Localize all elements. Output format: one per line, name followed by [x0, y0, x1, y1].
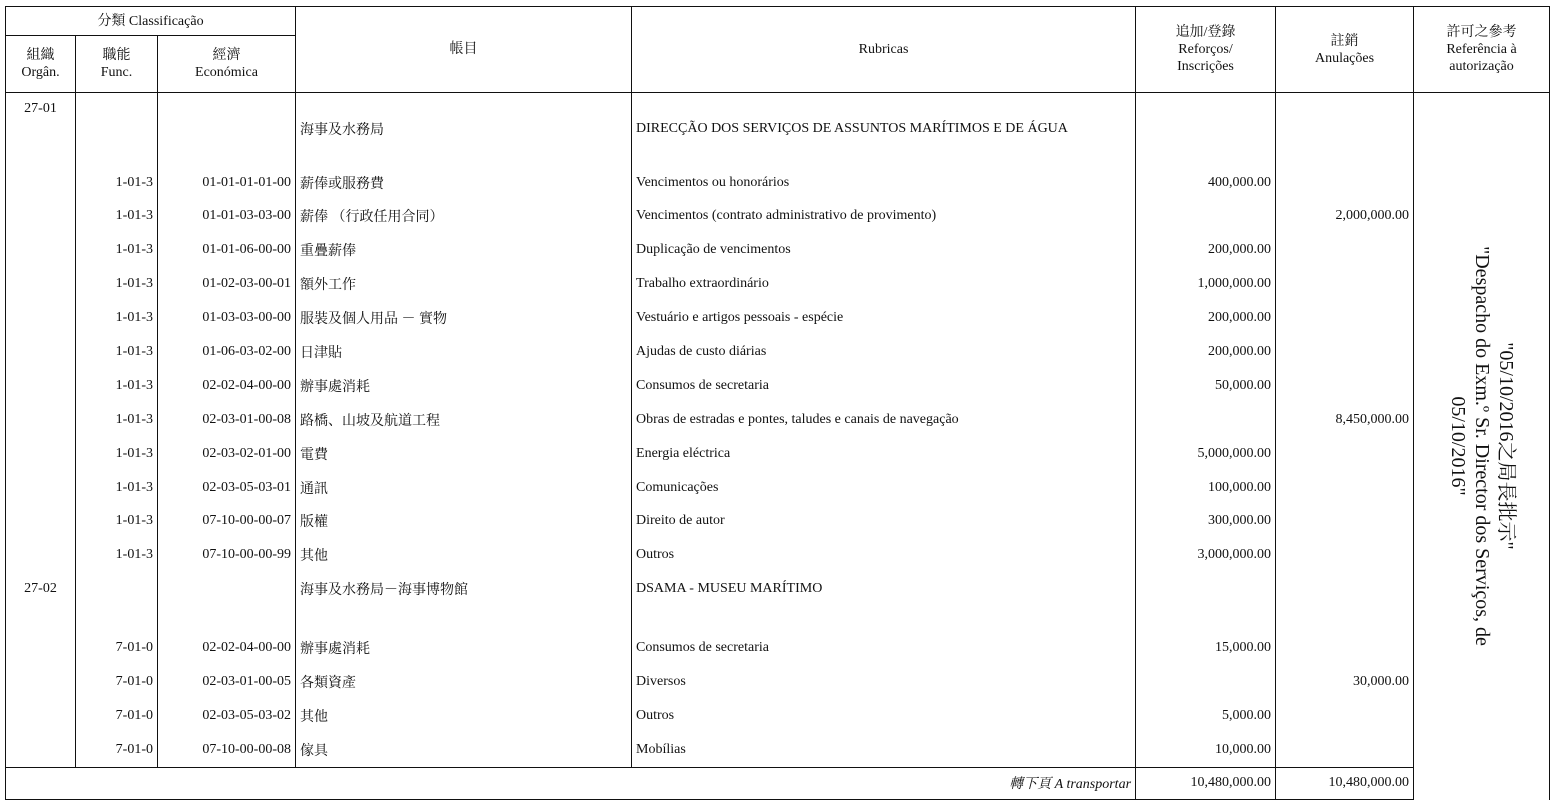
item-pt: Diversos	[632, 665, 1136, 699]
table-row	[6, 369, 1550, 403]
annul-amount	[1276, 437, 1414, 471]
item-pt: Ajudas de custo diárias	[632, 335, 1136, 369]
econ-header-pt: Económica	[195, 65, 258, 80]
section-row	[6, 572, 1550, 606]
table-row	[6, 403, 1550, 437]
func-code: 1-01-3	[76, 437, 158, 471]
reinforce-amount: 200,000.00	[1136, 335, 1276, 369]
reinforce-header-pt2: Inscrições	[1177, 59, 1234, 74]
total-label: 轉下頁 A transportar	[6, 767, 1136, 799]
item-pt: Vencimentos (contrato administrativo de provimento)	[632, 200, 1136, 234]
econ-code: 01-01-01-01-00	[158, 166, 296, 200]
func-code: 1-01-3	[76, 505, 158, 539]
reinforce-amount	[1136, 403, 1276, 437]
item-zh: 辦事處消耗	[296, 369, 632, 403]
table-row	[6, 733, 1550, 767]
classification-header: 分類 Classificação	[6, 7, 296, 36]
zh-heading: 帳目	[296, 7, 632, 93]
annul-amount	[1276, 166, 1414, 200]
org-header-zh: 組織	[26, 48, 55, 63]
econ-code: 02-03-05-03-01	[158, 471, 296, 505]
func-code: 7-01-0	[76, 665, 158, 699]
authorization-line-2: "Despacho do Exm.º Sr. Director dos Serviços, de	[1470, 246, 1493, 647]
table-row	[6, 335, 1550, 369]
reinforce-amount	[1136, 665, 1276, 699]
annul-amount: 8,450,000.00	[1276, 403, 1414, 437]
func-header-pt: Func.	[100, 65, 133, 80]
econ-code: 02-02-04-00-00	[158, 369, 296, 403]
econ-code: 02-02-04-00-00	[158, 631, 296, 665]
reference-header-pt1: Referência à	[1446, 42, 1517, 57]
reinforce-amount	[1136, 200, 1276, 234]
item-zh: 日津貼	[296, 335, 632, 369]
reinforce-amount: 5,000.00	[1136, 699, 1276, 733]
reinforce-amount: 15,000.00	[1136, 631, 1276, 665]
table-row	[6, 538, 1550, 572]
annul-header-zh: 註銷	[1330, 33, 1359, 49]
org-code: 27-01	[6, 93, 76, 166]
table-row	[6, 505, 1550, 539]
reinforce-amount: 200,000.00	[1136, 233, 1276, 267]
total-row	[6, 767, 1550, 799]
func-code: 1-01-3	[76, 471, 158, 505]
section-row	[6, 93, 1550, 166]
econ-code: 02-03-05-03-02	[158, 699, 296, 733]
authorization-text	[1446, 166, 1518, 726]
org-header	[6, 36, 76, 93]
annul-header-pt: Anulações	[1314, 50, 1375, 66]
reference-header-pt2: autorização	[1449, 59, 1514, 74]
table-row	[6, 699, 1550, 733]
reinforce-amount: 300,000.00	[1136, 505, 1276, 539]
annul-amount	[1276, 369, 1414, 403]
authorization-line-3: 05/10/2016"	[1446, 396, 1469, 496]
reinforce-amount: 10,000.00	[1136, 733, 1276, 767]
annul-amount	[1276, 267, 1414, 301]
pt-heading: Rubricas	[632, 7, 1136, 93]
func-code: 7-01-0	[76, 631, 158, 665]
item-zh: 電費	[296, 437, 632, 471]
func-code: 7-01-0	[76, 733, 158, 767]
item-pt: Outros	[632, 699, 1136, 733]
econ-code: 07-10-00-00-99	[158, 538, 296, 572]
reference-header-zh: 許可之參考	[1446, 25, 1517, 40]
func-header-zh: 職能	[102, 48, 131, 63]
authorization-reference	[1414, 93, 1550, 800]
reinforce-amount: 1,000,000.00	[1136, 267, 1276, 301]
func-code: 1-01-3	[76, 200, 158, 234]
table-row	[6, 267, 1550, 301]
annul-amount	[1276, 471, 1414, 505]
org-code: 27-02	[6, 572, 76, 606]
annul-amount	[1276, 505, 1414, 539]
item-zh: 重疊薪俸	[296, 233, 632, 267]
annul-header	[1276, 7, 1414, 93]
reinforce-header	[1136, 7, 1276, 93]
item-zh: 其他	[296, 538, 632, 572]
table-row	[6, 665, 1550, 699]
section-name-zh: 海事及水務局	[296, 93, 632, 166]
econ-code: 02-03-02-01-00	[158, 437, 296, 471]
reinforce-amount: 5,000,000.00	[1136, 437, 1276, 471]
reinforce-header-pt1: Reforços/	[1178, 42, 1233, 57]
table-row	[6, 471, 1550, 505]
func-code: 1-01-3	[76, 267, 158, 301]
budget-table	[5, 6, 1550, 800]
item-pt: Outros	[632, 538, 1136, 572]
econ-code: 01-01-06-00-00	[158, 233, 296, 267]
item-zh: 路橋、山坡及航道工程	[296, 403, 632, 437]
table-row	[6, 631, 1550, 665]
section-name-pt: DSAMA - MUSEU MARÍTIMO	[632, 572, 1136, 606]
reference-header	[1414, 7, 1550, 93]
func-code: 1-01-3	[76, 166, 158, 200]
item-pt: Vencimentos ou honorários	[632, 166, 1136, 200]
annul-amount	[1276, 733, 1414, 767]
item-zh: 版權	[296, 505, 632, 539]
econ-code: 07-10-00-00-08	[158, 733, 296, 767]
reinforce-amount: 400,000.00	[1136, 166, 1276, 200]
item-zh: 傢具	[296, 733, 632, 767]
item-pt: Direito de autor	[632, 505, 1136, 539]
econ-code: 07-10-00-00-07	[158, 505, 296, 539]
table-row	[6, 437, 1550, 471]
func-code: 7-01-0	[76, 699, 158, 733]
table-row	[6, 166, 1550, 200]
annul-amount	[1276, 335, 1414, 369]
econ-code: 01-03-03-00-00	[158, 301, 296, 335]
item-pt: Energia eléctrica	[632, 437, 1136, 471]
item-zh: 其他	[296, 699, 632, 733]
item-zh: 薪俸或服務費	[296, 166, 632, 200]
item-pt: Trabalho extraordinário	[632, 267, 1136, 301]
item-zh: 通訊	[296, 471, 632, 505]
section-name-zh: 海事及水務局－海事博物館	[296, 572, 632, 606]
item-pt: Consumos de secretaria	[632, 631, 1136, 665]
item-pt: Obras de estradas e pontes, taludes e canais de navegação	[632, 403, 1136, 437]
authorization-line-1: "05/10/2016之局長批示"	[1494, 342, 1517, 550]
annul-amount	[1276, 233, 1414, 267]
econ-code: 01-06-03-02-00	[158, 335, 296, 369]
table-row	[6, 233, 1550, 267]
item-pt: Duplicação de vencimentos	[632, 233, 1136, 267]
item-zh: 額外工作	[296, 267, 632, 301]
func-code: 1-01-3	[76, 301, 158, 335]
spacer-row	[6, 606, 1550, 631]
item-pt: Comunicações	[632, 471, 1136, 505]
table-row	[6, 301, 1550, 335]
reinforce-amount: 3,000,000.00	[1136, 538, 1276, 572]
org-header-pt: Orgân.	[21, 65, 60, 80]
total-annul: 10,480,000.00	[1276, 767, 1414, 799]
reinforce-amount: 50,000.00	[1136, 369, 1276, 403]
econ-header-zh: 經濟	[212, 48, 241, 63]
econ-code: 02-03-01-00-05	[158, 665, 296, 699]
econ-code: 01-02-03-00-01	[158, 267, 296, 301]
item-pt: Vestuário e artigos pessoais - espécie	[632, 301, 1136, 335]
annul-amount: 2,000,000.00	[1276, 200, 1414, 234]
annul-amount: 30,000.00	[1276, 665, 1414, 699]
econ-code: 01-01-03-03-00	[158, 200, 296, 234]
annul-amount	[1276, 699, 1414, 733]
item-zh: 服裝及個人用品 － 實物	[296, 301, 632, 335]
item-zh: 薪俸 （行政任用合同）	[296, 200, 632, 234]
econ-header	[158, 36, 296, 93]
reinforce-header-zh: 追加/登錄	[1175, 25, 1236, 40]
reinforce-amount: 200,000.00	[1136, 301, 1276, 335]
total-reinforce: 10,480,000.00	[1136, 767, 1276, 799]
func-code: 1-01-3	[76, 403, 158, 437]
table-row	[6, 200, 1550, 234]
econ-code: 02-03-01-00-08	[158, 403, 296, 437]
item-zh: 各類資產	[296, 665, 632, 699]
func-code: 1-01-3	[76, 335, 158, 369]
func-code: 1-01-3	[76, 233, 158, 267]
annul-amount	[1276, 631, 1414, 665]
reinforce-amount: 100,000.00	[1136, 471, 1276, 505]
func-header	[76, 36, 158, 93]
item-pt: Mobílias	[632, 733, 1136, 767]
annul-amount	[1276, 301, 1414, 335]
annul-amount	[1276, 538, 1414, 572]
item-zh: 辦事處消耗	[296, 631, 632, 665]
item-pt: Consumos de secretaria	[632, 369, 1136, 403]
func-code: 1-01-3	[76, 538, 158, 572]
section-name-pt: DIRECÇÃO DOS SERVIÇOS DE ASSUNTOS MARÍTIMOS E DE ÁGUA	[632, 93, 1136, 166]
func-code: 1-01-3	[76, 369, 158, 403]
